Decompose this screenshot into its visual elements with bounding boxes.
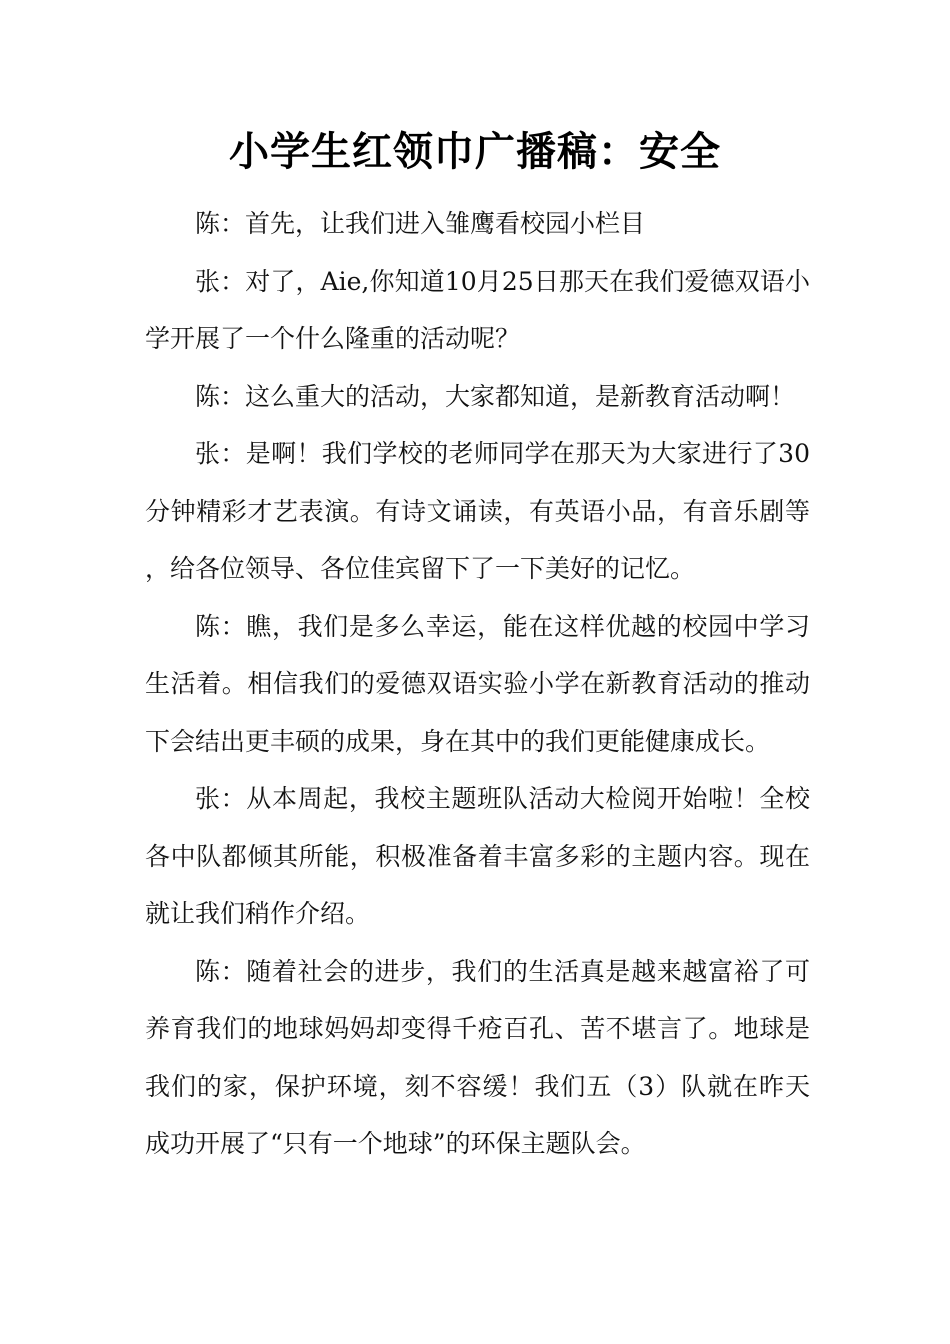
paragraph: 张：从本周起，我校主题班队活动大检阅开始啦！全校各中队都倾其所能，积极准备着丰富多彩的主题内容。现在就让我们稍作介绍。 — [145, 784, 810, 928]
paragraph: 张：是啊！我们学校的老师同学在那天为大家进行了30分钟精彩才艺表演。有诗文诵读，有英语小品，有音乐剧等，给各位领导、各位佳宾留下了一下美好的记忆。 — [145, 439, 810, 583]
paragraph: 张：对了，Aie,你知道10月25日那天在我们爱德双语小学开展了一个什么隆重的活动呢？ — [145, 266, 810, 353]
paragraph: 陈：首先，让我们进入雏鹰看校园小栏目 — [195, 209, 646, 238]
paragraph: 陈：瞧，我们是多么幸运，能在这样优越的校园中学习生活着。相信我们的爱德双语实验小学在新教育活动的推动下会结出更丰硕的成果，身在其中的我们更能健康成长。 — [145, 611, 810, 756]
document-body — [145, 195, 810, 1173]
paragraph: 陈：随着社会的进步，我们的生活真是越来越富裕了可养育我们的地球妈妈却变得千疮百孔、苦不堪言了。地球是我们的家，保护环境，刻不容缓！我们五（3）队就在昨天成功开展了“只有一个地球”的环保主题队会。 — [145, 956, 810, 1158]
document-title: 小学生红领巾广播稿：安全 — [229, 128, 721, 175]
paragraph: 陈：这么重大的活动，大家都知道，是新教育活动啊！ — [195, 381, 796, 411]
